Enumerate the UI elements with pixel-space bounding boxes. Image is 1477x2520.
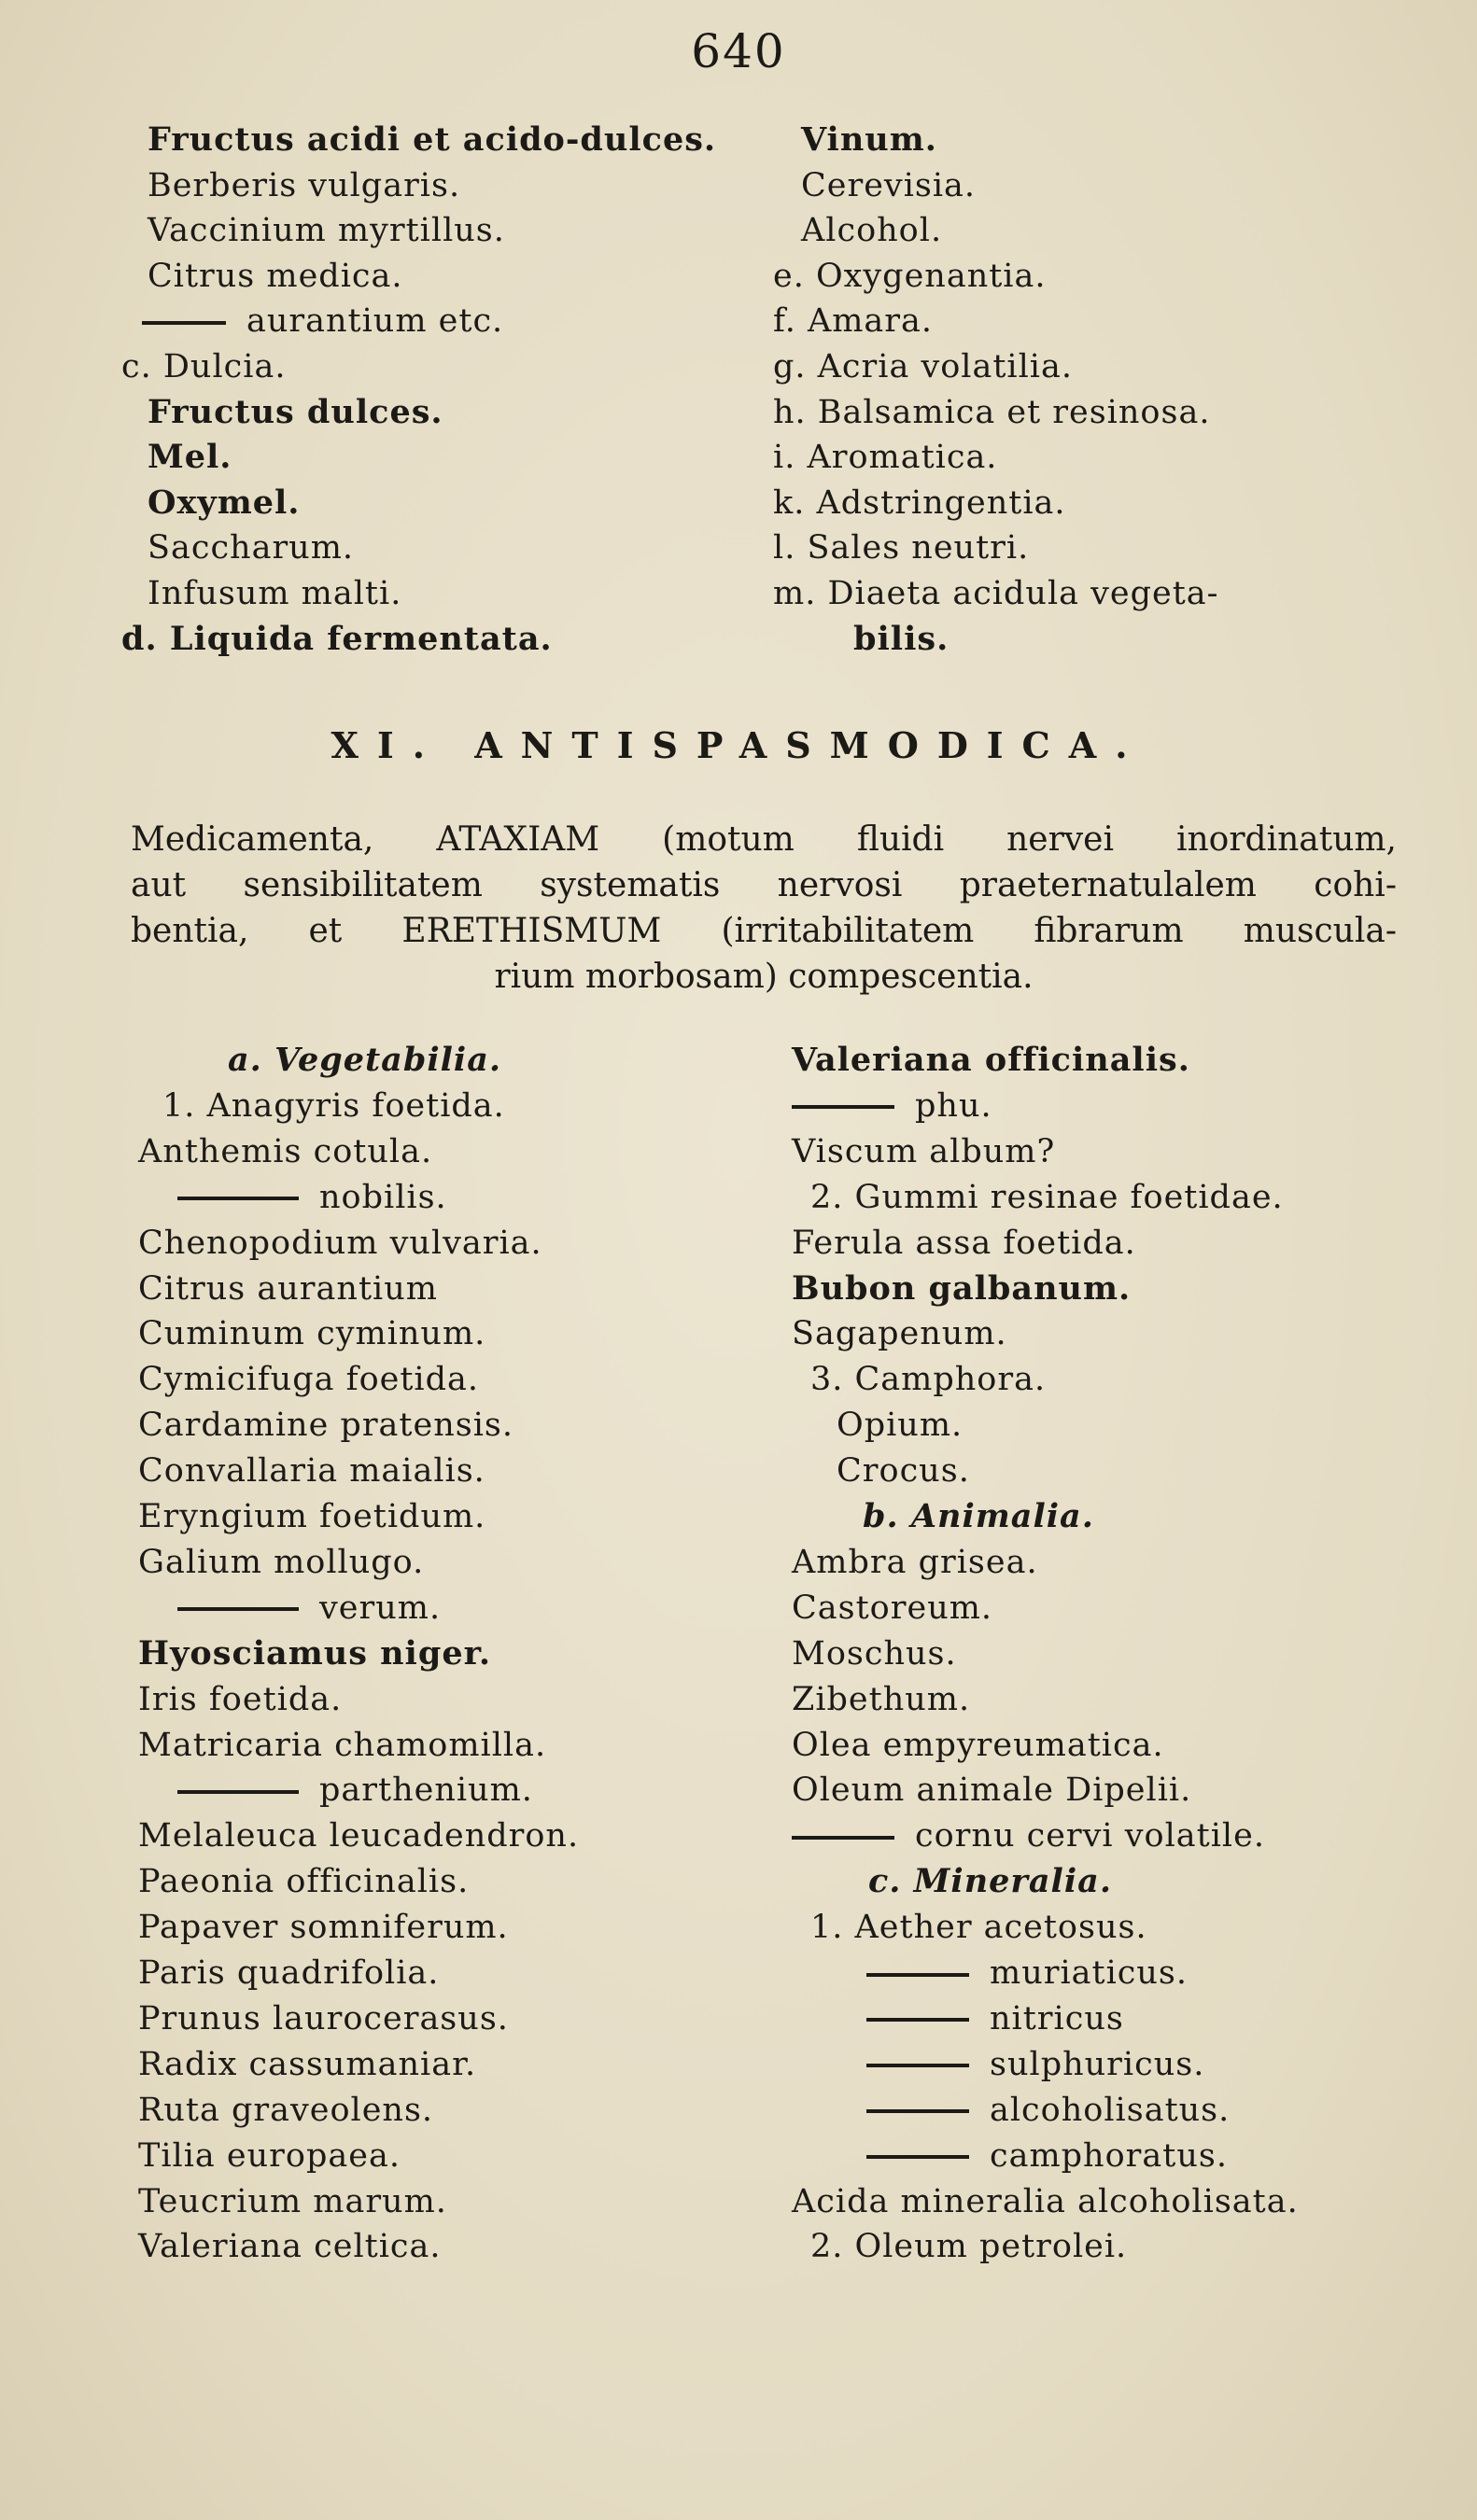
list-item-text: d. Liquida fermentata.	[121, 619, 553, 658]
list-item-text: Oleum animale Dipelii.	[792, 1771, 1192, 1810]
list-item-text: 3. Camphora.	[810, 1361, 1047, 1399]
list-item-text: camphoratus.	[990, 2136, 1228, 2175]
list-item-text: verum.	[319, 1589, 442, 1627]
list-item	[138, 2183, 447, 2220]
list-item-text: Castoreum.	[792, 1589, 993, 1627]
list-item-text: 2. Oleum petrolei.	[810, 2228, 1128, 2266]
list-item	[810, 1361, 1046, 1398]
list-item	[792, 2183, 1299, 2220]
list-item-text: c. Dulcia.	[121, 348, 287, 385]
list-item-text: Ruta graveolens.	[138, 2091, 434, 2129]
list-item	[792, 1589, 992, 1627]
list-item-text: Berberis vulgaris.	[148, 166, 461, 204]
lower-right-column	[792, 1042, 1445, 2274]
list-item-text: Tilia europaea.	[138, 2136, 401, 2175]
list-item-text: Vaccinium myrtillus.	[148, 212, 505, 250]
intro-line-3: bentia, et ERETHISMUM (irritabilitatem fibrarum muscula-	[131, 912, 1397, 950]
list-item-text: parthenium.	[319, 1771, 533, 1810]
ditto-dash	[866, 2018, 969, 2022]
list-item	[177, 1179, 447, 1216]
list-item	[138, 1909, 509, 1946]
list-item-text: Galium mollugo.	[138, 1543, 425, 1581]
list-item	[121, 348, 286, 385]
list-item	[138, 1544, 424, 1581]
list-item-text: Cuminum cyminum.	[138, 1315, 486, 1353]
ditto-dash	[866, 2064, 969, 2067]
upper-right-column	[773, 121, 1427, 663]
ditto-dash	[792, 1105, 894, 1109]
list-item-text: Iris foetida.	[138, 1680, 343, 1718]
list-item	[866, 2137, 1228, 2175]
list-item	[138, 1225, 542, 1262]
intro-line-1: Medicamenta, ATAXIAM (motum fluidi nervei inordinatum,	[131, 820, 1397, 859]
list-item-text: k. Adstringentia.	[773, 483, 1066, 522]
list-item-text: Moschus.	[792, 1634, 957, 1673]
list-item	[228, 1042, 501, 1079]
list-item-text: sulphuricus.	[990, 2045, 1205, 2083]
list-item-text: 1. Anagyris foetida.	[162, 1086, 505, 1125]
list-item	[177, 1589, 441, 1627]
list-item-text: a. Vegetabilia.	[228, 1041, 502, 1079]
list-item-text: f. Amara.	[773, 302, 934, 341]
list-item-text: Opium.	[837, 1407, 964, 1445]
list-item	[866, 2000, 1124, 2037]
list-item	[148, 529, 354, 567]
list-item-text: b. Animalia.	[863, 1497, 1094, 1535]
list-item-text: Paeonia officinalis.	[138, 1863, 470, 1901]
intro-line-2: aut sensibilitatem systematis nervosi praeternatulalem cohi-	[131, 866, 1397, 904]
ditto-dash	[142, 321, 226, 325]
ditto-dash	[177, 1790, 299, 1794]
list-item	[138, 1361, 479, 1398]
list-item	[138, 2092, 433, 2129]
list-item	[792, 1315, 1007, 1352]
list-item-text: Radix cassumaniar.	[138, 2045, 477, 2083]
list-item	[801, 212, 942, 249]
list-item-text: Fructus dulces.	[148, 392, 443, 431]
list-item-text: Anthemis cotula.	[138, 1132, 433, 1170]
list-item-text: Crocus.	[837, 1452, 970, 1491]
list-item-text: Fructus acidi et acido-dulces.	[148, 120, 717, 159]
list-item	[773, 258, 1047, 295]
list-item	[868, 1863, 1112, 1900]
list-item-text: Eryngium foetidum.	[138, 1498, 486, 1535]
list-item-text: Acida mineralia alcoholisata.	[792, 2182, 1299, 2220]
list-item	[837, 1452, 970, 1490]
upper-left-column	[121, 121, 775, 663]
list-item	[138, 2046, 476, 2083]
list-item	[148, 484, 300, 522]
list-item-text: Paris quadrifolia.	[138, 1954, 440, 1992]
list-item	[148, 575, 401, 612]
list-item	[773, 394, 1210, 431]
list-item	[866, 2046, 1204, 2083]
list-item-text: 2. Gummi resinae foetidae.	[810, 1178, 1284, 1216]
list-item	[138, 1863, 469, 1900]
list-item-text: e. Oxygenantia.	[773, 257, 1047, 295]
list-item-text: g. Acria volatilia.	[773, 348, 1073, 385]
list-item	[801, 121, 937, 159]
list-item	[138, 1270, 438, 1308]
list-item	[801, 167, 976, 204]
list-item	[792, 1771, 1191, 1809]
list-item	[773, 439, 997, 476]
list-item	[138, 1635, 491, 1673]
list-item-text: nitricus	[990, 1999, 1124, 2037]
list-item	[138, 2000, 509, 2037]
ditto-dash	[866, 2109, 969, 2113]
list-item	[792, 1544, 1038, 1581]
list-item	[810, 1909, 1147, 1946]
list-item-text: Convallaria maialis.	[138, 1452, 485, 1491]
list-item	[792, 1681, 970, 1718]
list-item-text: Saccharum.	[148, 529, 355, 567]
list-item	[138, 1133, 432, 1170]
list-item-text: aurantium etc.	[246, 302, 504, 341]
list-item	[138, 2137, 401, 2175]
lower-left-column	[138, 1042, 792, 2274]
list-item-text: muriaticus.	[990, 1954, 1189, 1992]
list-item	[792, 1042, 1190, 1079]
list-item-text: Alcohol.	[801, 212, 943, 250]
list-item-text: l. Sales neutri.	[773, 529, 1030, 567]
list-item	[792, 1225, 1136, 1262]
ditto-dash	[866, 2155, 969, 2159]
ditto-dash	[177, 1197, 299, 1200]
list-item	[148, 167, 460, 204]
list-item-text: Papaver somniferum.	[138, 1909, 509, 1947]
list-item-text: i. Aromatica.	[773, 439, 998, 477]
list-item-text: Hyosciamus niger.	[138, 1633, 492, 1673]
list-item	[866, 2092, 1230, 2129]
list-item	[810, 1179, 1284, 1216]
list-item-text: Bubon galbanum.	[792, 1268, 1132, 1308]
list-item	[773, 348, 1073, 385]
list-item-text: Ferula assa foetida.	[792, 1224, 1136, 1262]
list-item-text: phu.	[915, 1086, 992, 1125]
list-item-text: h. Balsamica et resinosa.	[773, 393, 1211, 431]
list-item	[138, 1727, 546, 1764]
list-item	[792, 1727, 1164, 1764]
list-item	[792, 1133, 1055, 1170]
list-item	[162, 1087, 505, 1125]
list-item	[792, 1270, 1131, 1308]
list-item	[138, 1954, 439, 1992]
list-item	[138, 2228, 442, 2265]
list-item	[773, 575, 1219, 612]
list-item-text: Prunus laurocerasus.	[138, 1999, 509, 2037]
list-item-text: Oxymel.	[148, 483, 301, 522]
list-item-text: Cerevisia.	[801, 166, 977, 204]
list-item	[138, 1315, 485, 1352]
ditto-dash	[792, 1836, 894, 1840]
list-item-text: Sagapenum.	[792, 1315, 1007, 1353]
list-item	[853, 621, 949, 658]
list-item	[773, 484, 1066, 522]
list-item	[773, 529, 1029, 567]
list-item	[792, 1087, 992, 1125]
list-item	[773, 302, 933, 340]
list-item	[148, 394, 443, 431]
list-item	[148, 439, 232, 476]
list-item-text: Matricaria chamomilla.	[138, 1726, 547, 1764]
list-item-text: c. Mineralia.	[868, 1862, 1113, 1901]
section-heading: XI. ANTISPASMODICA.	[331, 724, 1146, 766]
intro-line-4: rium morbosam) compescentia.	[494, 958, 1034, 996]
list-item	[148, 121, 716, 159]
list-item-text: Melaleuca leucadendron.	[138, 1817, 580, 1855]
list-item	[138, 1498, 485, 1535]
list-item-text: Vinum.	[801, 120, 937, 159]
list-item-text: Infusum malti.	[148, 575, 402, 612]
list-item-text: Ambra grisea.	[792, 1543, 1038, 1581]
list-item	[792, 1635, 957, 1673]
list-item	[138, 1407, 513, 1444]
list-item	[837, 1407, 963, 1444]
list-item	[810, 2228, 1127, 2265]
list-item-text: Teucrium marum.	[138, 2182, 447, 2220]
list-item	[866, 1954, 1188, 1992]
list-item	[138, 1452, 485, 1490]
list-item-text: alcoholisatus.	[990, 2091, 1231, 2129]
list-item	[148, 258, 403, 295]
list-item	[121, 621, 553, 658]
list-item-text: Citrus medica.	[148, 257, 403, 295]
list-item-text: Cymicifuga foetida.	[138, 1361, 480, 1399]
list-item	[792, 1817, 1265, 1855]
page-number: 640	[691, 24, 786, 78]
list-item-text: Zibethum.	[792, 1680, 971, 1718]
list-item	[138, 1681, 342, 1718]
list-item	[148, 212, 505, 249]
list-item-text: bilis.	[853, 619, 950, 658]
list-item	[138, 1817, 579, 1855]
list-item-text: cornu cervi volatile.	[915, 1817, 1265, 1855]
ditto-dash	[177, 1607, 299, 1611]
list-item-text: Mel.	[148, 438, 232, 477]
list-item	[142, 302, 503, 340]
list-item-text: Chenopodium vulvaria.	[138, 1224, 542, 1262]
list-item-text: m. Diaeta acidula vegeta-	[773, 575, 1219, 612]
list-item	[177, 1771, 533, 1809]
list-item-text: Valeriana celtica.	[138, 2228, 442, 2266]
list-item-text: Cardamine pratensis.	[138, 1407, 513, 1445]
list-item-text: Olea empyreumatica.	[792, 1726, 1164, 1764]
list-item-text: nobilis.	[319, 1178, 447, 1216]
list-item-text: Citrus aurantium	[138, 1269, 438, 1308]
list-item-text: Viscum album?	[792, 1132, 1056, 1170]
list-item	[863, 1498, 1094, 1535]
ditto-dash	[866, 1973, 969, 1977]
list-item-text: Valeriana officinalis.	[792, 1041, 1190, 1079]
list-item-text: 1. Aether acetosus.	[810, 1909, 1147, 1947]
